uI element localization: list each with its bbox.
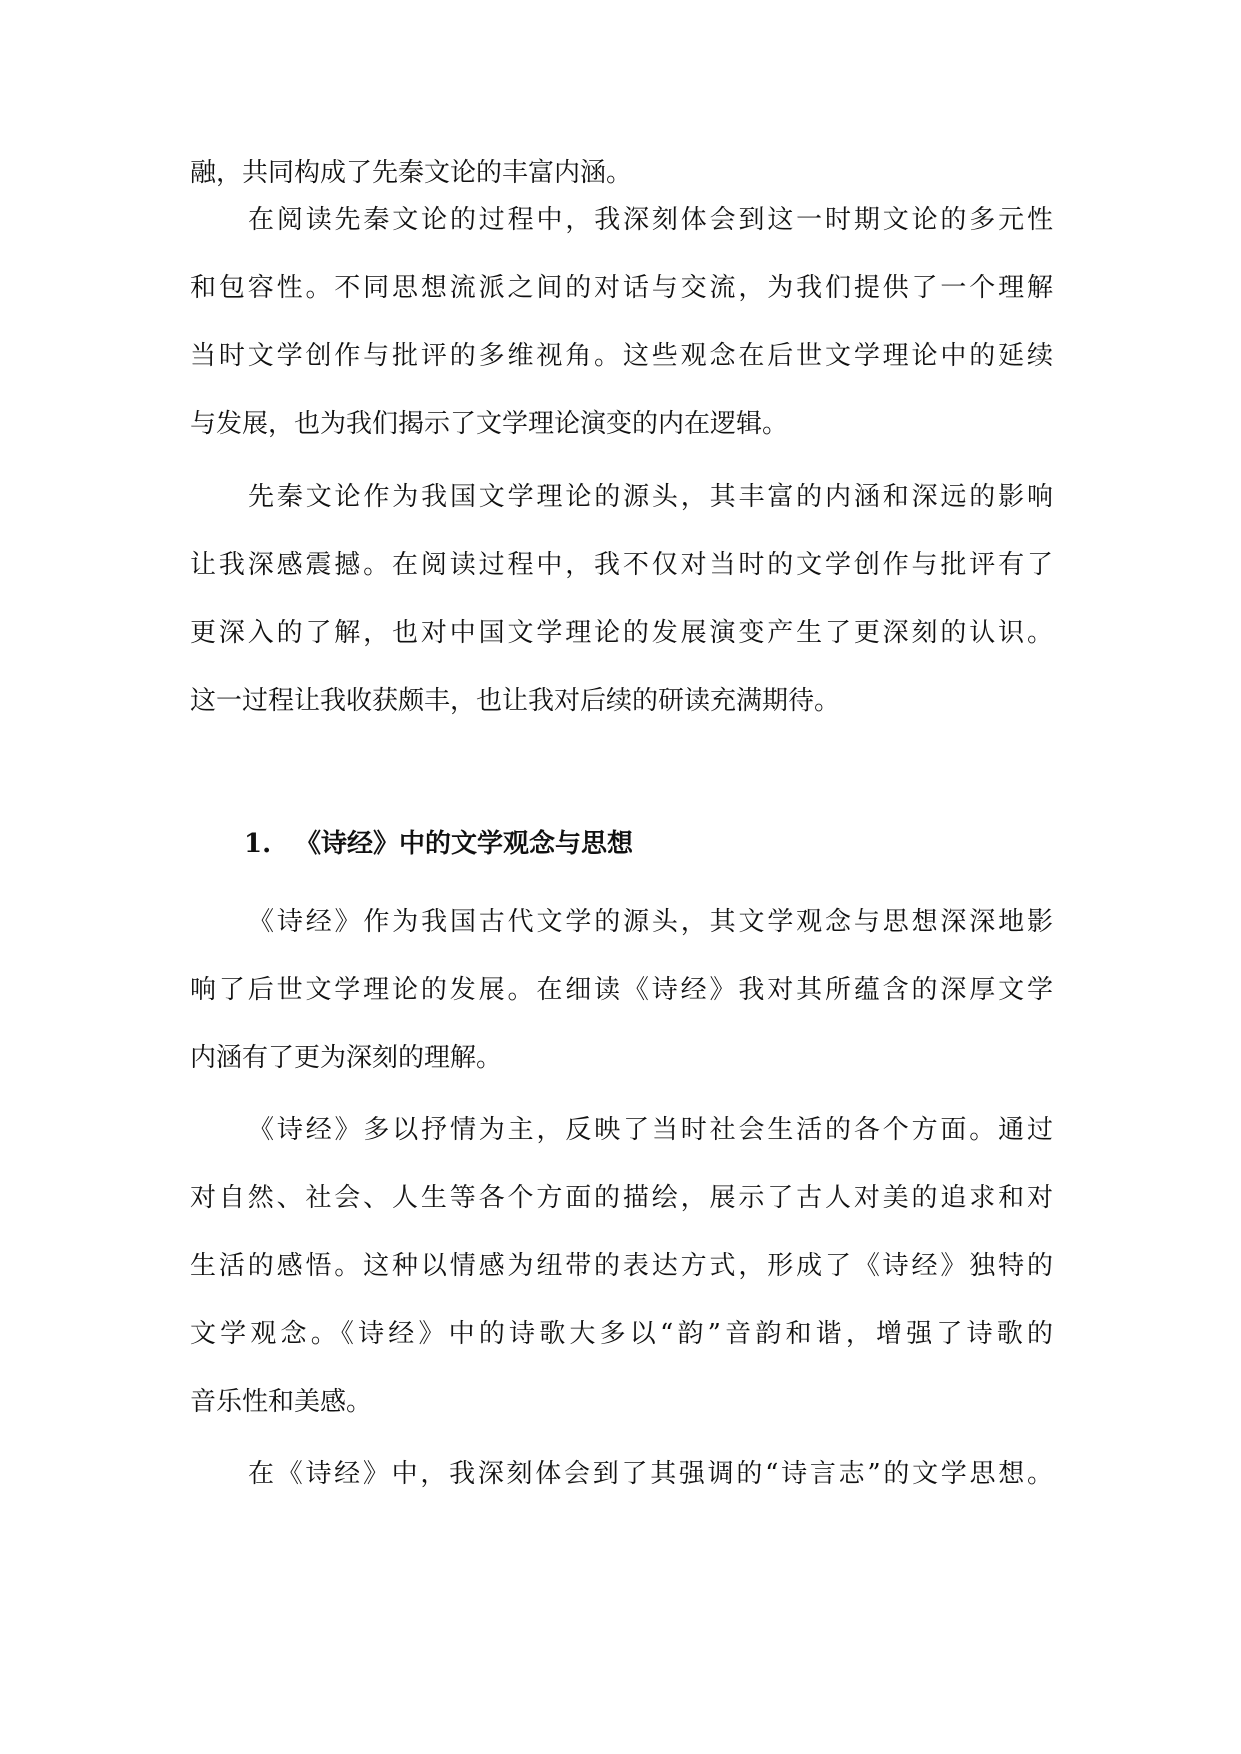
text-line — [0, 1112, 1241, 1176]
text-line — [0, 1456, 1241, 1520]
text-line — [0, 615, 1241, 679]
paragraph-last-line: 音乐性和美感。 — [190, 1387, 373, 1417]
text-line — [0, 1180, 1241, 1244]
paragraph-line: 当时文学创作与批评的多维视角。这些观念在后世文学理论中的延续 — [190, 341, 1053, 371]
text-line — [0, 904, 1241, 968]
section-heading — [0, 826, 1241, 890]
paragraph-last-line: 这一过程让我收获颇丰，也让我对后续的研读充满期待。 — [190, 686, 841, 716]
paragraph-first-line: 在阅读先秦文论的过程中，我深刻体会到这一时期文论的多元性 — [248, 205, 1053, 235]
paragraph-line: 更深入的了解，也对中国文学理论的发展演变产生了更深刻的认识。 — [190, 618, 1053, 648]
text-line — [0, 683, 1241, 747]
text-line — [0, 1248, 1241, 1312]
text-line — [0, 972, 1241, 1036]
text-line — [0, 270, 1241, 334]
paragraph-line: 文学观念。《诗经》中的诗歌大多以“韵”音韵和谐，增强了诗歌的 — [190, 1319, 1053, 1349]
paragraph-first-line: 《诗经》作为我国古代文学的源头，其文学观念与思想深深地影 — [248, 907, 1053, 937]
paragraph-last-line: 内涵有了更为深刻的理解。 — [190, 1043, 503, 1073]
paragraph-line: 和包容性。不同思想流派之间的对话与交流，为我们提供了一个理解 — [190, 273, 1053, 303]
paragraph-line: 让我深感震撼。在阅读过程中，我不仅对当时的文学创作与批评有了 — [190, 550, 1053, 580]
paragraph-first-line: 先秦文论作为我国文学理论的源头，其丰富的内涵和深远的影响 — [248, 482, 1053, 512]
text-line — [0, 202, 1241, 266]
paragraph-line: 响了后世文学理论的发展。在细读《诗经》我对其所蕴含的深厚文学 — [190, 975, 1053, 1005]
heading-title: 《诗经》中的文学观念与思想 — [295, 829, 634, 859]
paragraph-last-line: 与发展，也为我们揭示了文学理论演变的内在逻辑。 — [190, 409, 789, 439]
text-line — [0, 547, 1241, 611]
paragraph-tail: 融，共同构成了先秦文论的丰富内涵。 — [190, 158, 633, 188]
paragraph-first-line: 《诗经》多以抒情为主，反映了当时社会生活的各个方面。通过 — [248, 1115, 1053, 1145]
text-line — [0, 479, 1241, 543]
paragraph-first-line: 在《诗经》中，我深刻体会到了其强调的“诗言志”的文学思想。 — [248, 1459, 1053, 1489]
paragraph-line: 对自然、社会、人生等各个方面的描绘，展示了古人对美的追求和对 — [190, 1183, 1053, 1213]
text-line — [0, 406, 1241, 470]
text-line — [0, 1384, 1241, 1448]
text-line — [0, 338, 1241, 402]
paragraph-line: 生活的感悟。这种以情感为纽带的表达方式，形成了《诗经》独特的 — [190, 1251, 1053, 1281]
text-line — [0, 1316, 1241, 1380]
heading-number: 1. — [244, 829, 272, 859]
text-line — [0, 1040, 1241, 1104]
